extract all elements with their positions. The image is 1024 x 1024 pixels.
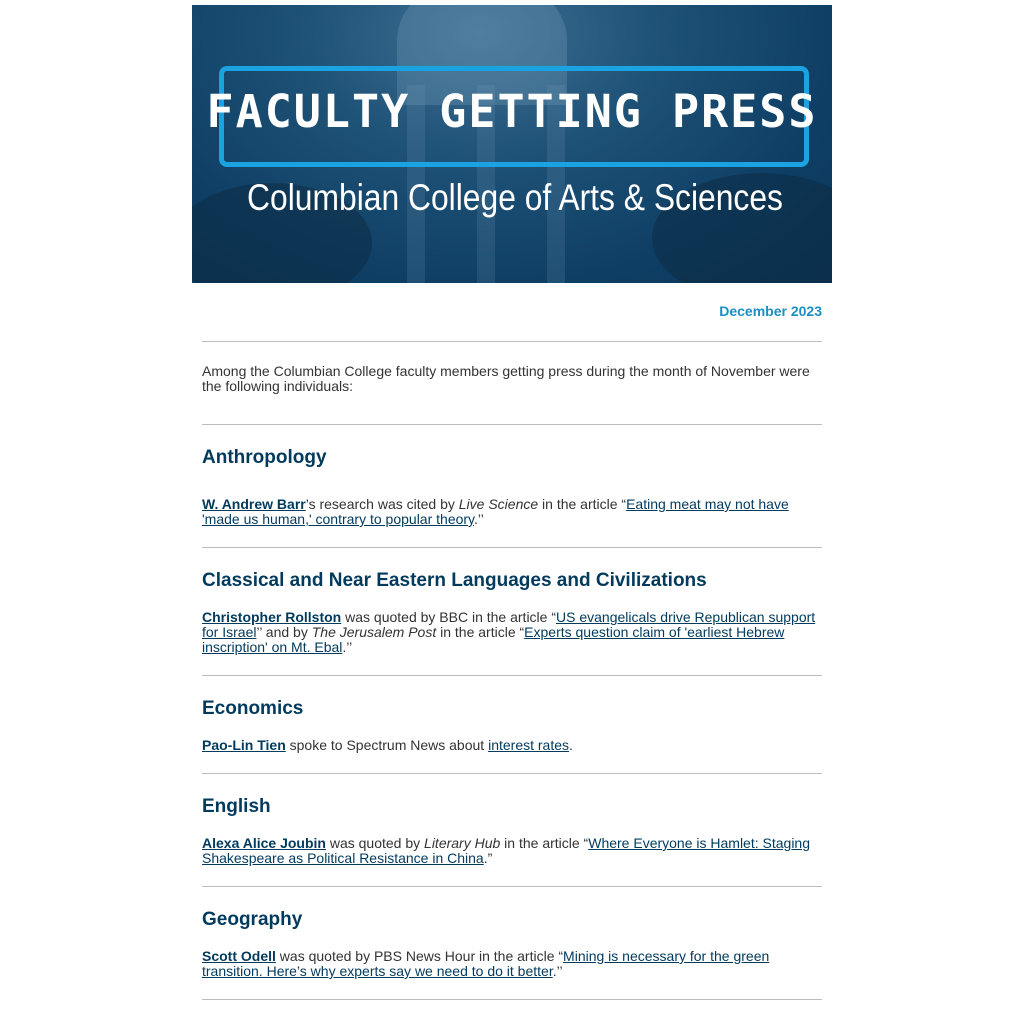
banner-title: FACULTY GETTING PRESS (206, 85, 818, 138)
article-link[interactable]: Eating meat may not have 'made us human,' contrary to popular theory (202, 496, 789, 527)
item-text: was quoted by PBS News Hour in the article “ (275, 948, 564, 964)
issue-date: December 2023 (719, 303, 822, 319)
newsletter (192, 5, 832, 1000)
divider (202, 424, 822, 425)
section-anthropology (202, 447, 822, 527)
item-text: in the article “ (436, 624, 525, 640)
article-link[interactable]: US evangelicals drive Republican support for Israel (202, 609, 816, 640)
faculty-name-link[interactable]: W. Andrew Barr (202, 496, 306, 512)
outlet-name: The Jerusalem Post (311, 624, 437, 640)
item-text: in the article “ (500, 835, 589, 851)
item-text: ’’ and by (256, 624, 312, 640)
faculty-name-link[interactable]: Alexa Alice Joubin (202, 835, 326, 851)
item-text: .’’ (342, 639, 353, 655)
section-economics (202, 698, 822, 753)
divider (202, 999, 822, 1000)
outlet-name: Literary Hub (424, 835, 501, 851)
press-item (202, 738, 822, 753)
divider (202, 341, 822, 342)
item-text: ’s research was cited by (305, 496, 459, 512)
article-link[interactable]: interest rates (488, 737, 570, 753)
item-text: was quoted by (325, 835, 425, 851)
item-text: .’’ (552, 963, 563, 979)
divider (202, 547, 822, 548)
divider (202, 773, 822, 774)
divider (202, 886, 822, 887)
outlet-name: Live Science (458, 496, 539, 512)
item-text: .’’ (474, 511, 484, 527)
section-heading: Anthropology (202, 447, 327, 468)
item-text: . (569, 737, 573, 753)
newsletter-body (192, 303, 832, 1000)
section-english (202, 796, 822, 866)
faculty-name-link[interactable]: Scott Odell (202, 948, 276, 964)
header-banner (192, 5, 832, 283)
article-link[interactable]: Mining is necessary for the green transition. Here’s why experts say we need to do it better (202, 948, 770, 979)
press-item (202, 610, 822, 655)
intro-text: Among the Columbian College faculty members getting press during the month of November were the following individuals: (202, 363, 810, 394)
faculty-name-link[interactable]: Pao-Lin Tien (202, 737, 286, 753)
section-heading: English (202, 796, 271, 817)
divider (202, 675, 822, 676)
banner-subtitle: Columbian College of Arts & Sciences (247, 177, 783, 218)
section-classical-near-eastern (202, 570, 822, 655)
item-text: was quoted by BBC in the article “ (341, 609, 557, 625)
item-text: spoke to Spectrum News about (285, 737, 489, 753)
faculty-name-link[interactable]: Christopher Rollston (202, 609, 342, 625)
press-item (202, 836, 822, 866)
press-item (202, 497, 822, 527)
item-text: in the article “ (538, 496, 627, 512)
section-heading: Classical and Near Eastern Languages and Civilizations (202, 570, 707, 591)
item-text: .” (483, 850, 493, 866)
article-link[interactable]: Experts question claim of 'earliest Hebrew inscription' on Mt. Ebal (202, 624, 785, 655)
section-geography (202, 909, 822, 979)
article-link[interactable]: Where Everyone is Hamlet: Staging Shakespeare as Political Resistance in China (202, 835, 810, 866)
section-heading: Geography (202, 909, 303, 930)
press-item (202, 949, 822, 979)
section-heading: Economics (202, 698, 304, 719)
